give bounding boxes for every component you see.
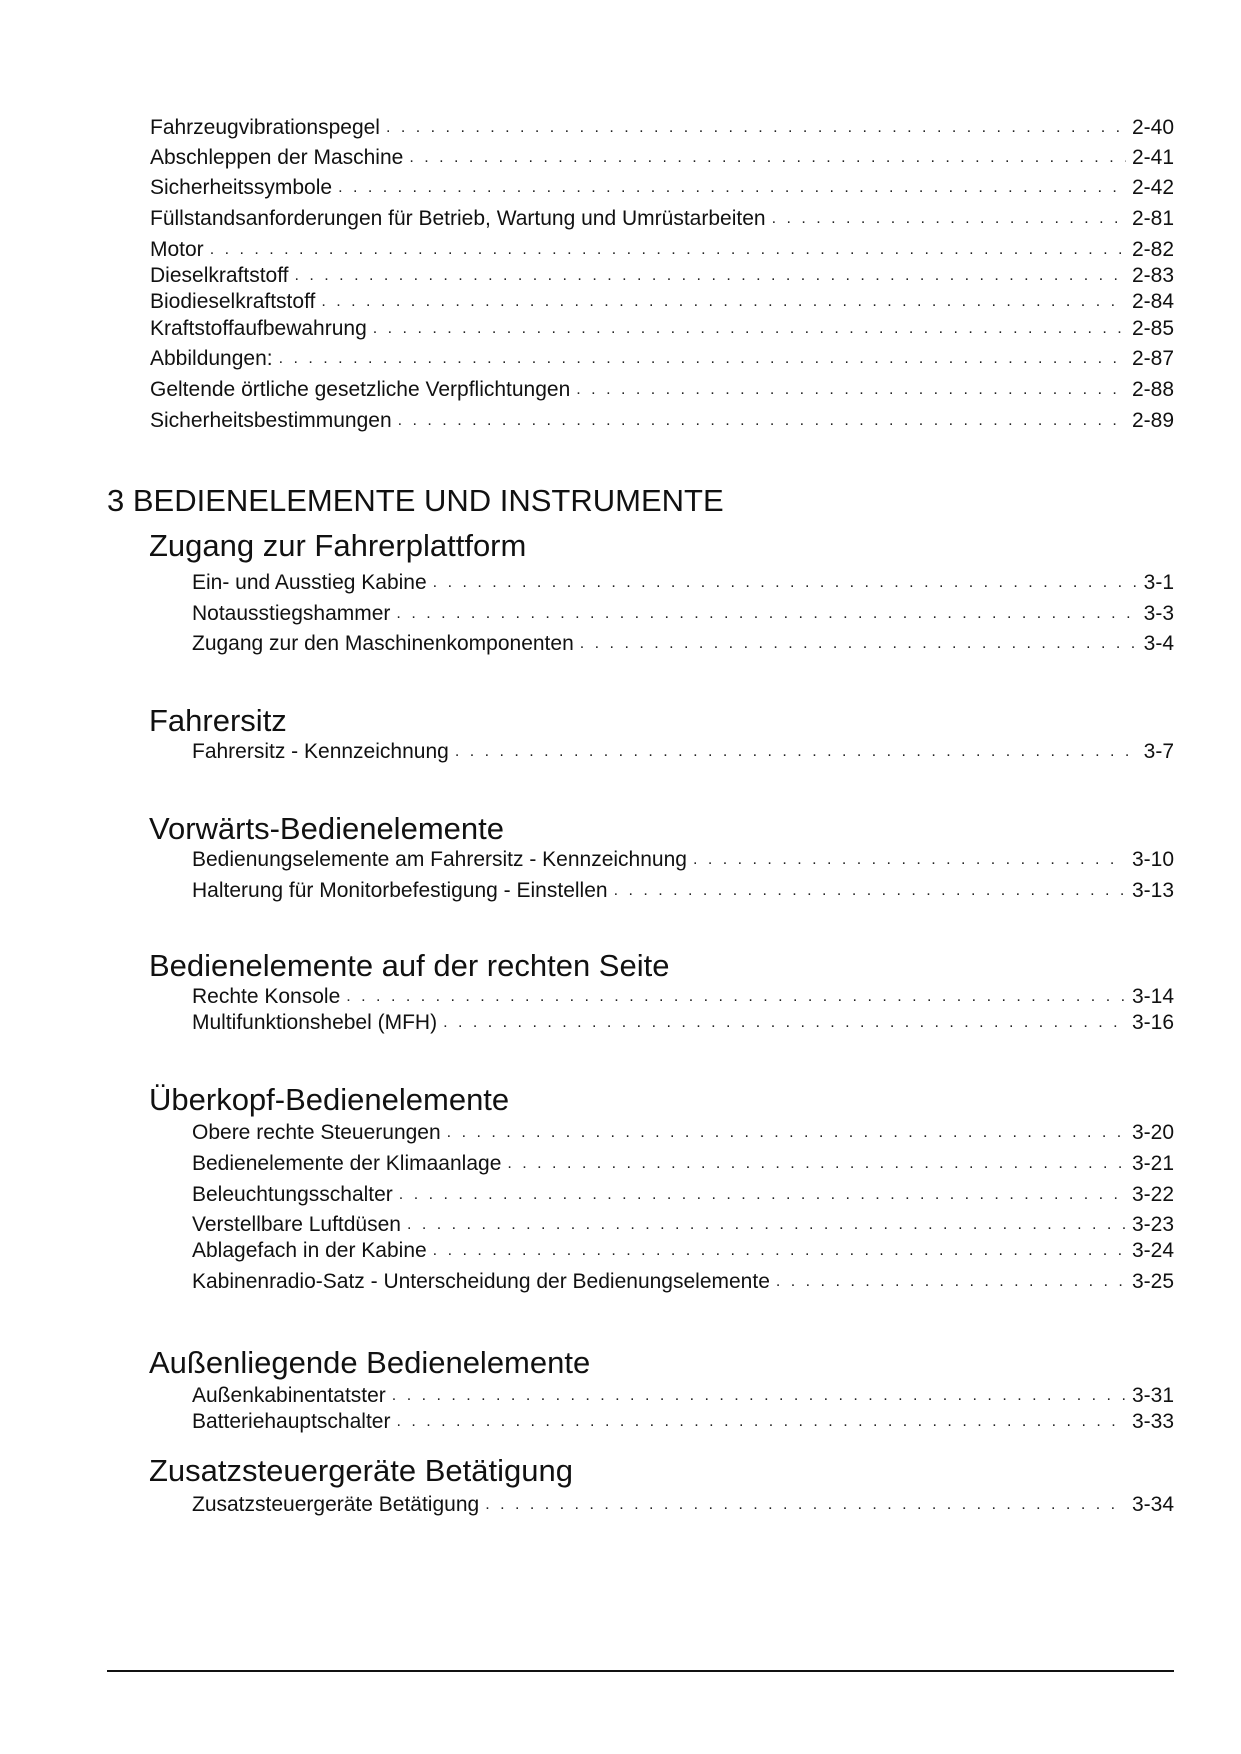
toc-entry-page: 2-88 xyxy=(1131,378,1174,401)
dot-leader xyxy=(576,375,1126,405)
toc-entry-page: 3-4 xyxy=(1143,632,1174,655)
toc-entry-title: Abbildungen: xyxy=(150,347,273,370)
toc-entry-page: 3-31 xyxy=(1131,1384,1174,1407)
toc-entry-page: 2-82 xyxy=(1131,238,1174,261)
toc-entry[interactable] xyxy=(192,1236,1174,1266)
toc-entry[interactable] xyxy=(192,1149,1174,1179)
toc-entry[interactable] xyxy=(150,113,1174,143)
toc-entry-page: 3-14 xyxy=(1131,985,1174,1008)
toc-entry-page: 3-21 xyxy=(1131,1152,1174,1175)
toc-entry-title: Multifunktionshebel (MFH) xyxy=(192,1011,438,1034)
toc-entry-page: 3-7 xyxy=(1143,740,1174,763)
toc-entry-title: Abschleppen der Maschine xyxy=(150,146,404,169)
toc-entry-title: Sicherheitsbestimmungen xyxy=(150,409,392,432)
toc-entry-title: Obere rechte Steuerungen xyxy=(192,1121,441,1144)
dot-leader xyxy=(433,1236,1126,1266)
toc-entry-title: Notausstiegshammer xyxy=(192,602,391,625)
dot-leader xyxy=(580,629,1138,659)
toc-entry-page: 3-13 xyxy=(1131,879,1174,902)
toc-entry[interactable] xyxy=(150,287,1174,317)
toc-entry-page: 3-16 xyxy=(1131,1011,1174,1034)
toc-entry-title: Batteriehauptschalter xyxy=(192,1410,391,1433)
dot-leader xyxy=(409,143,1126,173)
toc-entry-page: 3-1 xyxy=(1143,571,1174,594)
toc-entry-page: 2-87 xyxy=(1131,347,1174,370)
toc-entry-title: Zugang zur den Maschinenkomponenten xyxy=(192,632,574,655)
toc-entry-title: Biodieselkraftstoff xyxy=(150,290,316,313)
section-heading: Vorwärts-Bedienelemente xyxy=(149,811,504,846)
toc-entry-page: 3-3 xyxy=(1143,602,1174,625)
toc-entry[interactable] xyxy=(150,173,1174,203)
footer-rule xyxy=(107,1670,1174,1672)
toc-entry-title: Halterung für Monitorbefestigung - Einstellen xyxy=(192,879,608,902)
section-heading: Außenliegende Bedienelemente xyxy=(149,1345,591,1380)
toc-entry[interactable] xyxy=(192,568,1174,598)
dot-leader xyxy=(443,1008,1126,1038)
toc-entry-title: Zusatzsteuergeräte Betätigung xyxy=(192,1493,480,1516)
toc-entry-title: Füllstandsanforderungen für Betrieb, Wartung und Umrüstarbeiten xyxy=(150,207,766,230)
dot-leader xyxy=(772,204,1126,234)
section-heading: Zugang zur Fahrerplattform xyxy=(149,528,527,563)
toc-entry-page: 2-89 xyxy=(1131,409,1174,432)
toc-entry-title: Kabinenradio-Satz - Unterscheidung der Bedienungselemente xyxy=(192,1270,770,1293)
toc-entry[interactable] xyxy=(150,314,1174,344)
section-heading: Zusatzsteuergeräte Betätigung xyxy=(149,1453,573,1488)
toc-entry[interactable] xyxy=(150,375,1174,405)
toc-entry-title: Außenkabinentatster xyxy=(192,1384,386,1407)
toc-entry-title: Sicherheitssymbole xyxy=(150,176,333,199)
toc-entry[interactable] xyxy=(192,1407,1174,1437)
toc-entry[interactable] xyxy=(192,1118,1174,1148)
toc-entry[interactable] xyxy=(192,1008,1174,1038)
toc-entry[interactable] xyxy=(150,204,1174,234)
toc-entry-page: 2-84 xyxy=(1131,290,1174,313)
toc-entry-title: Rechte Konsole xyxy=(192,985,341,1008)
dot-leader xyxy=(396,599,1137,629)
toc-entry[interactable] xyxy=(192,1267,1174,1297)
toc-entry-page: 2-85 xyxy=(1131,317,1174,340)
dot-leader xyxy=(338,173,1126,203)
toc-entry-page: 2-42 xyxy=(1131,176,1174,199)
toc-entry-title: Verstellbare Luftdüsen xyxy=(192,1213,401,1236)
toc-entry-page: 3-22 xyxy=(1131,1183,1174,1206)
toc-entry-title: Beleuchtungsschalter xyxy=(192,1183,393,1206)
toc-entry-page: 3-23 xyxy=(1131,1213,1174,1236)
toc-entry[interactable] xyxy=(192,1180,1174,1210)
dot-leader xyxy=(776,1267,1126,1297)
dot-leader xyxy=(485,1490,1126,1520)
toc-entry-page: 2-41 xyxy=(1131,146,1174,169)
section-heading: Fahrersitz xyxy=(149,703,287,738)
toc-entry-page: 3-34 xyxy=(1131,1493,1174,1516)
toc-entry-page: 3-24 xyxy=(1131,1239,1174,1262)
toc-entry[interactable] xyxy=(192,737,1174,767)
dot-leader xyxy=(433,568,1138,598)
toc-entry-page: 2-40 xyxy=(1131,116,1174,139)
toc-entry-title: Bedienungselemente am Fahrersitz - Kennzeichnung xyxy=(192,848,687,871)
toc-entry[interactable] xyxy=(150,406,1174,436)
toc-entry-title: Motor xyxy=(150,238,204,261)
dot-leader xyxy=(279,344,1126,374)
toc-entry-page: 3-20 xyxy=(1131,1121,1174,1144)
toc-entry[interactable] xyxy=(192,1490,1174,1520)
toc-entry-page: 3-33 xyxy=(1131,1410,1174,1433)
section-heading: Bedienelemente auf der rechten Seite xyxy=(149,948,670,983)
toc-entry-title: Bedienelemente der Klimaanlage xyxy=(192,1152,502,1175)
toc-entry-title: Kraftstoffaufbewahrung xyxy=(150,317,367,340)
toc-entry[interactable] xyxy=(150,143,1174,173)
toc-entry[interactable] xyxy=(150,344,1174,374)
toc-entry-title: Fahrersitz - Kennzeichnung xyxy=(192,740,449,763)
dot-leader xyxy=(321,287,1126,317)
dot-leader xyxy=(693,845,1126,875)
toc-entry-page: 2-83 xyxy=(1131,264,1174,287)
toc-entry-title: Dieselkraftstoff xyxy=(150,264,289,287)
toc-entry-title: Fahrzeugvibrationspegel xyxy=(150,116,380,139)
dot-leader xyxy=(507,1149,1126,1179)
dot-leader xyxy=(455,737,1138,767)
dot-leader xyxy=(398,406,1126,436)
toc-entry[interactable] xyxy=(192,629,1174,659)
dot-leader xyxy=(614,876,1126,906)
dot-leader xyxy=(386,113,1126,143)
toc-entry-page: 2-81 xyxy=(1131,207,1174,230)
dot-leader xyxy=(396,1407,1126,1437)
chapter-title: 3 BEDIENELEMENTE UND INSTRUMENTE xyxy=(107,483,724,518)
toc-entry[interactable] xyxy=(192,876,1174,906)
toc-entry[interactable] xyxy=(192,845,1174,875)
toc-entry-title: Ablagefach in der Kabine xyxy=(192,1239,427,1262)
dot-leader xyxy=(373,314,1126,344)
dot-leader xyxy=(447,1118,1126,1148)
toc-entry-title: Geltende örtliche gesetzliche Verpflichtungen xyxy=(150,378,571,401)
toc-entry-page: 3-25 xyxy=(1131,1270,1174,1293)
toc-entry[interactable] xyxy=(192,599,1174,629)
dot-leader xyxy=(399,1180,1126,1210)
toc-entry-page: 3-10 xyxy=(1131,848,1174,871)
section-heading: Überkopf-Bedienelemente xyxy=(149,1082,510,1117)
toc-entry-title: Ein- und Ausstieg Kabine xyxy=(192,571,427,594)
